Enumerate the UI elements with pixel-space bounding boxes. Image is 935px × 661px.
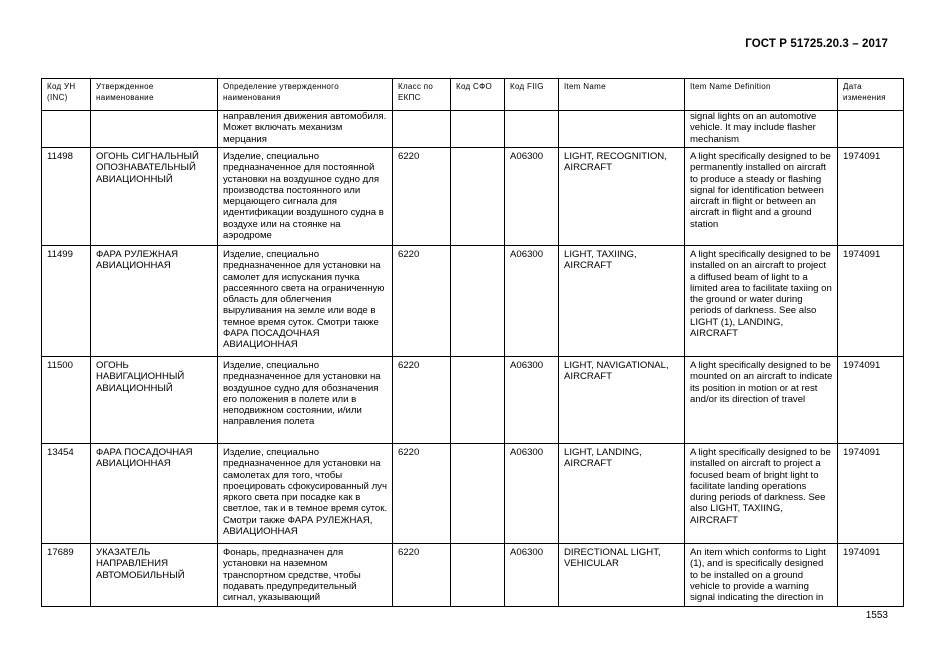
cell-item-name: LIGHT, TAXIING, AIRCRAFT — [559, 246, 685, 357]
cell-name: ОГОНЬ НАВИГАЦИОННЫЙ АВИАЦИОННЫЙ — [91, 357, 218, 444]
cell-fiig: A06300 — [505, 357, 559, 444]
cell-item-definition: An item which conforms to Light (1), and is specifically designed to be installed on a ground vehicle to provide a warning signal indicating the direction in — [685, 544, 838, 607]
cell-class: 6220 — [393, 357, 451, 444]
cell-definition: Изделие, специально предназначенное для постоянной установки на воздушное судно для производства постоянного или мерцающего сигнала для идентификации воздушного судна в воздухе или на стоянке на аэродроме — [218, 148, 393, 246]
column-header: Код FIIG — [505, 79, 559, 111]
cell-name — [91, 111, 218, 148]
cell-fiig: A06300 — [505, 544, 559, 607]
cell-name: УКАЗАТЕЛЬ НАПРАВЛЕНИЯ АВТОМОБИЛЬНЫЙ — [91, 544, 218, 607]
nomenclature-table — [41, 78, 904, 607]
cell-code: 11499 — [42, 246, 91, 357]
cell-item-name: LIGHT, LANDING, AIRCRAFT — [559, 444, 685, 544]
cell-fiig: A06300 — [505, 444, 559, 544]
cell-item-definition: A light specifically designed to be installed on an aircraft to project a diffused beam of light to a limited area to facilitate taxiing on the ground or water during periods of darkness. See also LIGHT (1), LANDING, AIRCRAFT — [685, 246, 838, 357]
page-number: 1553 — [865, 610, 888, 621]
cell-name: ФАРА ПОСАДОЧНАЯ АВИАЦИОННАЯ — [91, 444, 218, 544]
cell-date: 1974091 — [838, 444, 904, 544]
cell-code — [42, 111, 91, 148]
cell-date: 1974091 — [838, 246, 904, 357]
column-header: Код УН (INC) — [42, 79, 91, 111]
cell-date: 1974091 — [838, 544, 904, 607]
cell-item-name — [559, 111, 685, 148]
cell-class: 6220 — [393, 444, 451, 544]
column-header: Утвержденное наименование — [91, 79, 218, 111]
column-header: Код СФО — [451, 79, 505, 111]
cell-sfo — [451, 148, 505, 246]
cell-definition: Изделие, специально предназначенное для установки на самолетах для того, чтобы проецировать сфокусированный луч яркого света при посадке как в светлое, так и в темное время суток. Смотри также ФАРА РУЛЕЖНАЯ, АВИАЦИОННАЯ — [218, 444, 393, 544]
cell-item-definition: A light specifically designed to be permanently installed on aircraft to produce a steady or flashing signal for identification between aircraft in flight or between an aircraft in flight and a ground station — [685, 148, 838, 246]
cell-sfo — [451, 444, 505, 544]
cell-class — [393, 111, 451, 148]
cell-item-name: LIGHT, NAVIGATIONAL, AIRCRAFT — [559, 357, 685, 444]
cell-item-name: DIRECTIONAL LIGHT, VEHICULAR — [559, 544, 685, 607]
cell-class: 6220 — [393, 544, 451, 607]
cell-code: 11500 — [42, 357, 91, 444]
cell-sfo — [451, 246, 505, 357]
cell-name: ФАРА РУЛЕЖНАЯ АВИАЦИОННАЯ — [91, 246, 218, 357]
cell-date: 1974091 — [838, 148, 904, 246]
table-row — [42, 111, 904, 148]
cell-fiig — [505, 111, 559, 148]
column-header: Дата изменения — [838, 79, 904, 111]
column-header: Item Name Definition — [685, 79, 838, 111]
column-header: Класс по ЕКПС — [393, 79, 451, 111]
table-header-row — [42, 79, 904, 111]
table-row — [42, 357, 904, 444]
column-header: Определение утвержденного наименования — [218, 79, 393, 111]
cell-definition: Фонарь, предназначен для установки на наземном транспортном средстве, чтобы подавать предупредительный сигнал, указывающий — [218, 544, 393, 607]
cell-fiig: A06300 — [505, 148, 559, 246]
cell-item-name: LIGHT, RECOGNITION, AIRCRAFT — [559, 148, 685, 246]
cell-date — [838, 111, 904, 148]
cell-sfo — [451, 111, 505, 148]
cell-definition: Изделие, специально предназначенное для установки на воздушное судно для обозначения его положения в полете или в неподвижном состоянии, и/или направления полета — [218, 357, 393, 444]
cell-sfo — [451, 544, 505, 607]
cell-definition: направления движения автомобиля. Может включать механизм мерцания — [218, 111, 393, 148]
cell-fiig: A06300 — [505, 246, 559, 357]
cell-code: 11498 — [42, 148, 91, 246]
table-row — [42, 544, 904, 607]
cell-code: 13454 — [42, 444, 91, 544]
cell-class: 6220 — [393, 246, 451, 357]
table-row — [42, 246, 904, 357]
cell-item-definition: signal lights on an automotive vehicle. It may include flasher mechanism — [685, 111, 838, 148]
cell-code: 17689 — [42, 544, 91, 607]
document-header: ГОСТ Р 51725.20.3 – 2017 — [745, 38, 888, 50]
cell-class: 6220 — [393, 148, 451, 246]
cell-sfo — [451, 357, 505, 444]
cell-item-definition: A light specifically designed to be mounted on an aircraft to indicate its position in motion or at rest and/or its direction of travel — [685, 357, 838, 444]
column-header: Item Name — [559, 79, 685, 111]
cell-item-definition: A light specifically designed to be installed on aircraft to project a focused beam of bright light to facilitate landing operations during periods of darkness. See also LIGHT, TAXIING, AIRCRAFT — [685, 444, 838, 544]
cell-date: 1974091 — [838, 357, 904, 444]
table-row — [42, 444, 904, 544]
cell-name: ОГОНЬ СИГНАЛЬНЫЙ ОПОЗНАВАТЕЛЬНЫЙ АВИАЦИОННЫЙ — [91, 148, 218, 246]
cell-definition: Изделие, специально предназначенное для установки на самолет для испускания пучка рассеянного света на ограниченную область для облегчения выруливания на земле или воде в темное время суток. Смотри также ФАРА ПОСАДОЧНАЯ АВИАЦИОННАЯ — [218, 246, 393, 357]
table-row — [42, 148, 904, 246]
